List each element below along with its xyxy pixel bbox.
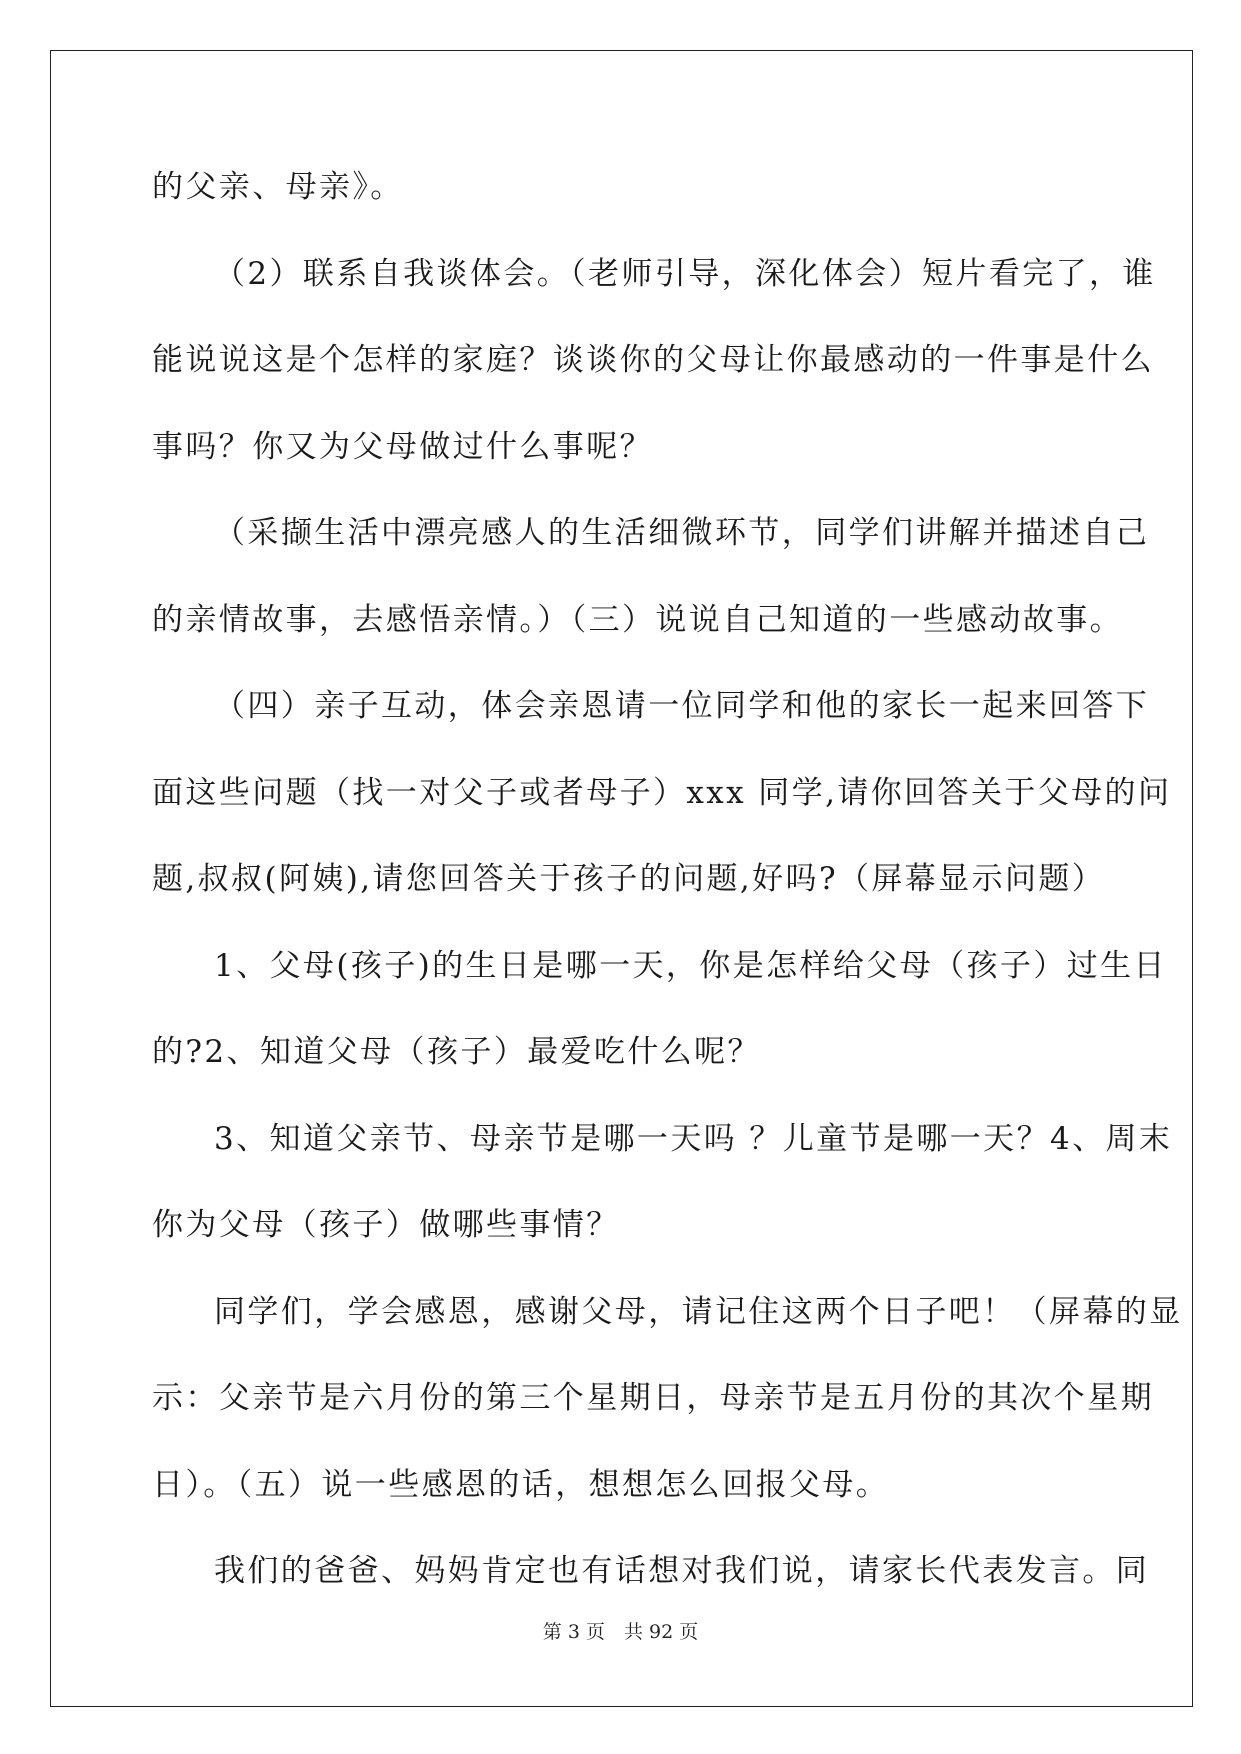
text-line: 的亲情故事，去感悟亲情。）（三）说说自己知道的一些感动故事。 [152, 601, 1123, 638]
text-line: 你为父母（孩子）做哪些事情？ [152, 1207, 620, 1243]
text-line: 面这些问题（找一对父子或者母子）xxx 同学,请你回答关于父母的问 [152, 774, 1172, 811]
document-body [152, 158, 1183, 1629]
text-line: （四）亲子互动，体会亲恩请一位同学和他的家长一起来回答下 [214, 688, 1150, 724]
text-line: 3、知道父亲节、母亲节是哪一天吗 ？儿童节是哪一天？4、周末 [214, 1120, 1173, 1157]
text-line: 日）。（五）说一些感恩的话，想想怎么回报父母。 [152, 1466, 890, 1503]
text-line: 的?2、知道父母（孩子）最爱吃什么呢？ [152, 1034, 761, 1070]
page-number: 第 3 页 共 92 页 [542, 1621, 699, 1643]
text-line: 事吗？你又为父母做过什么事呢？ [152, 428, 653, 465]
text-line: 1、父母(孩子)的生日是哪一天，你是怎样给父母（孩子）过生日 [214, 947, 1167, 984]
text-line: 能说说这是个怎样的家庭？谈谈你的父母让你最感动的一件事是什么 [152, 342, 1154, 378]
text-line: 的父亲、母亲》。 [152, 169, 404, 205]
text-line: 我们的爸爸、妈妈肯定也有话想对我们说，请家长代表发言。同 [214, 1553, 1150, 1589]
text-line: （采撷生活中漂亮感人的生活细微环节，同学们讲解并描述自己 [214, 515, 1150, 551]
text-line: 同学们，学会感恩，感谢父母，请记住这两个日子吧！（屏幕的显 [214, 1293, 1183, 1330]
text-line: （2）联系自我谈体会。（老师引导，深化体会）短片看完了，谁 [214, 255, 1156, 292]
text-line: 示：父亲节是六月份的第三个星期日，母亲节是五月份的其次个星期 [152, 1380, 1154, 1416]
text-line: 题,叔叔(阿姨),请您回答关于孩子的问题,好吗?（屏幕显示问题） [152, 861, 1106, 897]
